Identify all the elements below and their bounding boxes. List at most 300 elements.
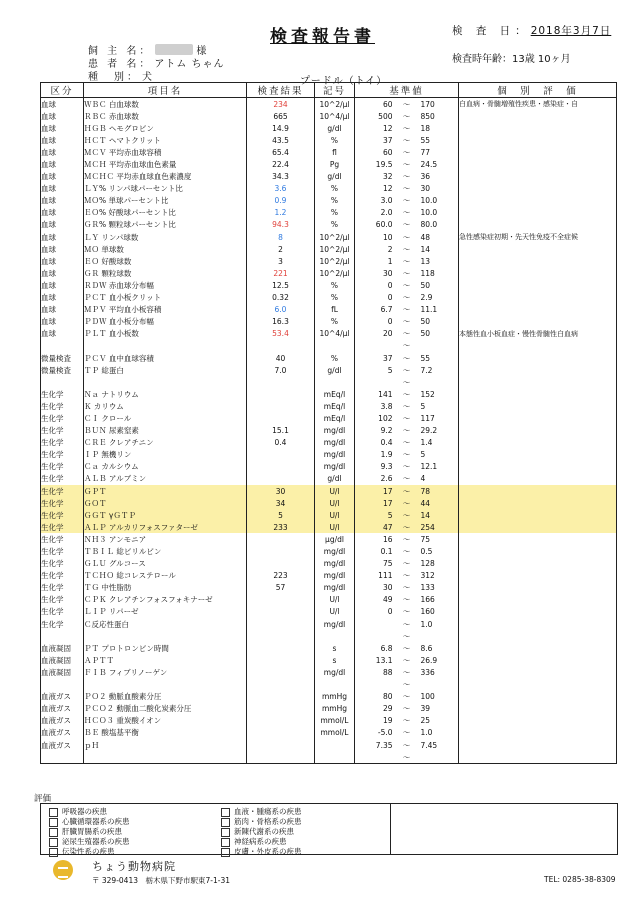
table-row: [41, 703, 617, 715]
checkbox[interactable]: [49, 808, 58, 817]
reference-high: 25: [420, 716, 431, 726]
reference-high: 55: [420, 353, 431, 363]
reference-tilde: ～: [402, 135, 411, 145]
cell-category: 血球: [41, 328, 84, 340]
hospital-tel: TEL: 0285-38-8309: [544, 875, 616, 884]
reference-high: 13: [420, 256, 431, 266]
cell-comment: [459, 364, 617, 376]
reference-high: 18: [420, 123, 431, 133]
cell-unit: [315, 739, 355, 751]
reference-low: 500: [378, 111, 393, 121]
cell-category: 血球: [41, 171, 84, 183]
table-row: [41, 425, 617, 437]
table-row: [41, 146, 617, 158]
reference-low: 12: [382, 123, 393, 133]
cell-comment: [459, 219, 617, 231]
cell-unit: %: [315, 134, 355, 146]
cell-comment: 急性感染症初期・先天性免疫不全症候: [459, 231, 617, 243]
cell-category: [41, 751, 84, 764]
cell-unit: %: [315, 195, 355, 207]
cell-reference: [355, 679, 459, 691]
reference-low: 6.7: [380, 305, 393, 315]
cell-category: 生化学: [41, 400, 84, 412]
cell-category: 血球: [41, 195, 84, 207]
cell-comment: [459, 666, 617, 678]
cell-reference: [355, 122, 459, 134]
cell-reference: [355, 666, 459, 678]
patient-row: 患 者 名： アトム ちゃん: [88, 59, 225, 70]
cell-category: [41, 679, 84, 691]
cell-unit: mg/dl: [315, 461, 355, 473]
table-row: [41, 630, 617, 642]
reference-tilde: ～: [402, 389, 411, 399]
cell-result: 3.6: [247, 183, 315, 195]
reference-low: 3.8: [380, 401, 393, 411]
cell-comment: [459, 400, 617, 412]
cell-result: 665: [247, 110, 315, 122]
cell-category: 生化学: [41, 582, 84, 594]
reference-high: 50: [420, 280, 431, 290]
cell-category: 血液ガス: [41, 739, 84, 751]
reference-tilde: ～: [402, 547, 411, 557]
cell-comment: [459, 703, 617, 715]
cell-result: 0.4: [247, 437, 315, 449]
cell-category: [41, 340, 84, 352]
cell-comment: [459, 449, 617, 461]
cell-result: [247, 618, 315, 630]
cell-category: 血球: [41, 219, 84, 231]
cell-reference: [355, 437, 459, 449]
evaluation-item: [49, 827, 130, 837]
cell-item-name: ＦＩＢ フィブリノーゲン: [84, 666, 247, 678]
cell-comment: [459, 255, 617, 267]
reference-high: 2.9: [420, 293, 433, 303]
cell-result: 233: [247, 521, 315, 533]
reference-tilde: ～: [402, 510, 411, 520]
cell-comment: [459, 146, 617, 158]
reference-low: 9.2: [380, 426, 393, 436]
reference-tilde: ～: [402, 462, 411, 472]
cell-result: [247, 449, 315, 461]
cell-category: 血液ガス: [41, 703, 84, 715]
cell-category: 生化学: [41, 473, 84, 485]
cell-unit: mmHg: [315, 691, 355, 703]
cell-comment: [459, 473, 617, 485]
cell-reference: [355, 195, 459, 207]
cell-reference: [355, 485, 459, 497]
reference-tilde: ～: [402, 680, 411, 690]
cell-category: 血球: [41, 292, 84, 304]
table-row: [41, 485, 617, 497]
reference-low: 0: [387, 317, 393, 327]
cell-reference: [355, 545, 459, 557]
cell-category: 血球: [41, 279, 84, 291]
cell-reference: [355, 606, 459, 618]
cell-result: [247, 533, 315, 545]
cell-item-name: ＢＥ 酸塩基平衡: [84, 727, 247, 739]
reference-low: 2.6: [380, 474, 393, 484]
evaluation-divider: [390, 804, 391, 854]
reference-high: 0.5: [420, 547, 433, 557]
cell-reference: [355, 691, 459, 703]
reference-tilde: ～: [402, 474, 411, 484]
reference-high: 36: [420, 172, 431, 182]
table-row: [41, 376, 617, 388]
cell-item-name: Ｋ カリウム: [84, 400, 247, 412]
cell-result: [247, 461, 315, 473]
cell-result: [247, 606, 315, 618]
cell-unit: 10^2/μl: [315, 243, 355, 255]
cell-reference: [355, 425, 459, 437]
cell-reference: [355, 110, 459, 122]
evaluation-left-list: [49, 807, 130, 857]
reference-high: 11.1: [420, 305, 438, 315]
cell-item-name: ＨＣＯ３ 重炭酸イオン: [84, 715, 247, 727]
reference-tilde: ～: [402, 365, 411, 375]
reference-tilde: ～: [402, 208, 411, 218]
table-row: [41, 739, 617, 751]
cell-category: 血球: [41, 255, 84, 267]
reference-high: 30: [420, 184, 431, 194]
reference-tilde: ～: [402, 595, 411, 605]
cell-reference: [355, 618, 459, 630]
cell-category: 血液ガス: [41, 691, 84, 703]
cell-result: [247, 473, 315, 485]
cell-result: [247, 594, 315, 606]
cell-unit: mg/dl: [315, 618, 355, 630]
cell-reference: [355, 497, 459, 509]
cell-unit: mEq/l: [315, 412, 355, 424]
reference-low: 30: [382, 268, 393, 278]
reference-tilde: ～: [402, 692, 411, 702]
reference-tilde: ～: [402, 160, 411, 170]
cell-reference: [355, 715, 459, 727]
exam-age-value: 13歳 10ヶ月: [512, 54, 571, 65]
reference-tilde: ～: [402, 196, 411, 206]
table-row: [41, 400, 617, 412]
table-row: [41, 122, 617, 134]
cell-comment: [459, 243, 617, 255]
cell-item-name: ＬＹ リンパ球数: [84, 231, 247, 243]
reference-high: 1.0: [420, 619, 433, 629]
cell-item-name: ＴＧ 中性脂肪: [84, 582, 247, 594]
cell-reference: [355, 340, 459, 352]
cell-unit: U/l: [315, 606, 355, 618]
reference-low: 1.9: [380, 450, 393, 460]
reference-tilde: ～: [402, 220, 411, 230]
cell-category: 血球: [41, 158, 84, 170]
table-row: [41, 243, 617, 255]
cell-reference: [355, 219, 459, 231]
reference-tilde: ～: [402, 450, 411, 460]
evaluation-item-label: 肝臓胃腸系の疾患: [62, 827, 122, 836]
reference-tilde: ～: [402, 401, 411, 411]
reference-high: 5: [420, 401, 426, 411]
cell-unit: s: [315, 642, 355, 654]
cell-category: 生化学: [41, 570, 84, 582]
cell-unit: g/dl: [315, 171, 355, 183]
reference-high: 160: [420, 607, 435, 617]
reference-high: 850: [420, 111, 435, 121]
cell-unit: [315, 340, 355, 352]
table-row: [41, 231, 617, 243]
cell-reference: [355, 582, 459, 594]
exam-age-label: 検査時年齢：: [452, 54, 512, 65]
reference-high: 118: [420, 268, 435, 278]
cell-result: 5: [247, 509, 315, 521]
cell-item-name: ＩＰ 無機リン: [84, 449, 247, 461]
cell-unit: g/dl: [315, 122, 355, 134]
reference-low: 47: [382, 522, 393, 532]
cell-comment: [459, 171, 617, 183]
reference-tilde: ～: [402, 486, 411, 496]
cell-category: 血液ガス: [41, 727, 84, 739]
reference-low: 75: [382, 559, 393, 569]
reference-low: 60.0: [375, 220, 393, 230]
cell-item-name: ＡＬＢ アルブミン: [84, 473, 247, 485]
cell-result: 65.4: [247, 146, 315, 158]
cell-result: [247, 630, 315, 642]
cell-reference: [355, 292, 459, 304]
cell-comment: [459, 279, 617, 291]
cell-reference: [355, 521, 459, 533]
cell-result: 22.4: [247, 158, 315, 170]
cell-item-name: ＧＧＴ γＧＴＰ: [84, 509, 247, 521]
reference-tilde: ～: [402, 244, 411, 254]
checkbox[interactable]: [221, 838, 230, 847]
reference-tilde: ～: [402, 280, 411, 290]
header-evaluation: 個 別 評 価: [459, 83, 617, 98]
cell-item-name: ＥＯ 好酸球数: [84, 255, 247, 267]
cell-comment: [459, 388, 617, 400]
reference-high: 12.1: [420, 462, 438, 472]
evaluation-item: [221, 827, 302, 837]
reference-low: 37: [382, 135, 393, 145]
cell-reference: [355, 231, 459, 243]
reference-low: -5.0: [377, 728, 393, 738]
cell-item-name: ＰＯ２ 動脈血酸素分圧: [84, 691, 247, 703]
cell-comment: [459, 425, 617, 437]
reference-tilde: ～: [402, 655, 411, 665]
reference-high: 133: [420, 583, 435, 593]
cell-comment: [459, 304, 617, 316]
cell-item-name: ＢＵＮ 尿素窒素: [84, 425, 247, 437]
cell-comment: [459, 122, 617, 134]
reference-low: 0.4: [380, 438, 393, 448]
cell-comment: [459, 183, 617, 195]
reference-high: 24.5: [420, 160, 438, 170]
cell-reference: [355, 352, 459, 364]
cell-category: 生化学: [41, 509, 84, 521]
reference-high: 10.0: [420, 196, 438, 206]
evaluation-label: 評価: [34, 794, 52, 804]
cell-result: 94.3: [247, 219, 315, 231]
cell-category: 血球: [41, 231, 84, 243]
table-row: [41, 715, 617, 727]
table-row: [41, 279, 617, 291]
table-row: [41, 98, 617, 111]
cell-unit: [315, 630, 355, 642]
cell-reference: [355, 654, 459, 666]
cell-item-name: ＬＹ% リンパ球パーセント比: [84, 183, 247, 195]
reference-tilde: ～: [402, 341, 411, 351]
cell-unit: mg/dl: [315, 545, 355, 557]
reference-low: 60: [382, 99, 393, 109]
cell-comment: [459, 485, 617, 497]
cell-result: 14.9: [247, 122, 315, 134]
reference-low: 2: [387, 244, 393, 254]
cell-reference: [355, 134, 459, 146]
cell-result: 57: [247, 582, 315, 594]
evaluation-item: [49, 807, 130, 817]
cell-comment: 白血病・骨髄増殖性疾患・感染症・自: [459, 98, 617, 111]
reference-high: 7.45: [420, 740, 438, 750]
cell-item-name: ｐＨ: [84, 739, 247, 751]
cell-result: 0.32: [247, 292, 315, 304]
cell-item-name: ＧＬＵ グルコース: [84, 558, 247, 570]
cell-item-name: ＰＣＯ２ 動脈血二酸化炭素分圧: [84, 703, 247, 715]
cell-result: [247, 654, 315, 666]
table-row: [41, 691, 617, 703]
cell-result: [247, 666, 315, 678]
table-row: [41, 582, 617, 594]
hospital-address: 〒 329-0413 栃木県下野市駅東7-1-31: [92, 876, 230, 885]
cell-result: [247, 388, 315, 400]
cell-item-name: Ｃａ カルシウム: [84, 461, 247, 473]
cell-comment: [459, 594, 617, 606]
cell-comment: [459, 158, 617, 170]
cell-unit: μg/dl: [315, 533, 355, 545]
cell-item-name: ＰＤＷ 血小板分布幅: [84, 316, 247, 328]
cell-reference: [355, 412, 459, 424]
reference-tilde: ～: [402, 559, 411, 569]
reference-tilde: ～: [402, 426, 411, 436]
reference-high: 39: [420, 704, 431, 714]
cell-item-name: ＭＰＶ 平均血小板容積: [84, 304, 247, 316]
page-title: 検査報告書: [270, 27, 375, 47]
checkbox[interactable]: [49, 838, 58, 847]
cell-unit: mEq/l: [315, 388, 355, 400]
reference-low: 111: [378, 571, 393, 581]
checkbox[interactable]: [49, 818, 58, 827]
cell-item-name: [84, 340, 247, 352]
cell-result: [247, 727, 315, 739]
cell-result: [247, 715, 315, 727]
cell-result: 34: [247, 497, 315, 509]
cell-reference: [355, 207, 459, 219]
reference-low: 6.8: [380, 643, 393, 653]
cell-reference: [355, 376, 459, 388]
cell-item-name: ＰＣＶ 血中血球容積: [84, 352, 247, 364]
cell-comment: [459, 727, 617, 739]
cell-unit: %: [315, 183, 355, 195]
reference-low: 17: [382, 498, 393, 508]
table-row: [41, 364, 617, 376]
cell-reference: [355, 316, 459, 328]
reference-low: 13.1: [375, 655, 393, 665]
checkbox[interactable]: [221, 808, 230, 817]
checkbox[interactable]: [49, 848, 58, 857]
cell-reference: [355, 364, 459, 376]
cell-comment: [459, 521, 617, 533]
checkbox[interactable]: [221, 848, 230, 857]
reference-tilde: ～: [402, 752, 411, 762]
table-row: [41, 618, 617, 630]
reference-low: 102: [378, 413, 393, 423]
table-row: [41, 183, 617, 195]
cell-comment: [459, 618, 617, 630]
reference-high: 128: [420, 559, 435, 569]
evaluation-item: [221, 837, 302, 847]
reference-high: 48: [420, 232, 431, 242]
cell-category: 生化学: [41, 412, 84, 424]
cell-reference: [355, 328, 459, 340]
cell-unit: 10^4/μl: [315, 328, 355, 340]
reference-high: 55: [420, 135, 431, 145]
cell-item-name: ＷＢＣ 白血球数: [84, 98, 247, 111]
cell-category: 生化学: [41, 437, 84, 449]
reference-tilde: ～: [402, 172, 411, 182]
table-row: [41, 461, 617, 473]
cell-item-name: ＰＣＴ 血小板クリット: [84, 292, 247, 304]
reference-high: 29.2: [420, 426, 438, 436]
owner-suffix: 様: [196, 46, 210, 57]
table-row: [41, 521, 617, 533]
reference-high: 152: [420, 389, 435, 399]
reference-tilde: ～: [402, 377, 411, 387]
table-header: [41, 83, 617, 98]
reference-tilde: ～: [402, 147, 411, 157]
evaluation-item-label: 筋肉・骨格系の疾患: [234, 817, 302, 826]
cell-item-name: ＭＣＨ 平均赤血球血色素量: [84, 158, 247, 170]
reference-low: 17: [382, 486, 393, 496]
cell-item-name: ＣＩ クロール: [84, 412, 247, 424]
cell-result: [247, 691, 315, 703]
evaluation-item-label: 神経病系の疾患: [234, 837, 287, 846]
cell-item-name: ＮＨ３ アンモニア: [84, 533, 247, 545]
cell-reference: [355, 642, 459, 654]
cell-result: 223: [247, 570, 315, 582]
cell-comment: [459, 461, 617, 473]
cell-reference: [355, 473, 459, 485]
cell-category: 生化学: [41, 558, 84, 570]
reference-high: 75: [420, 534, 431, 544]
evaluation-item-label: 呼吸器の疾患: [62, 807, 107, 816]
cell-unit: mEq/l: [315, 400, 355, 412]
cell-item-name: [84, 376, 247, 388]
cell-reference: [355, 533, 459, 545]
cell-item-name: ＰＬＴ 血小板数: [84, 328, 247, 340]
cell-result: 234: [247, 98, 315, 111]
reference-tilde: ～: [402, 413, 411, 423]
checkbox[interactable]: [221, 818, 230, 827]
cell-comment: [459, 739, 617, 751]
evaluation-item: [49, 817, 130, 827]
table-row: [41, 473, 617, 485]
evaluation-item-label: 新陳代謝系の疾患: [234, 827, 294, 836]
hospital-name: ちょう動物病院: [92, 860, 176, 873]
reference-tilde: ～: [402, 728, 411, 738]
cell-item-name: ＨＣＴ ヘマトクリット: [84, 134, 247, 146]
checkbox[interactable]: [49, 828, 58, 837]
cell-category: [41, 376, 84, 388]
header-result: 検査結果: [247, 83, 315, 98]
table-row: [41, 533, 617, 545]
evaluation-item: [221, 807, 302, 817]
cell-unit: 10^2/μl: [315, 255, 355, 267]
reference-low: 60: [382, 147, 393, 157]
checkbox[interactable]: [221, 828, 230, 837]
